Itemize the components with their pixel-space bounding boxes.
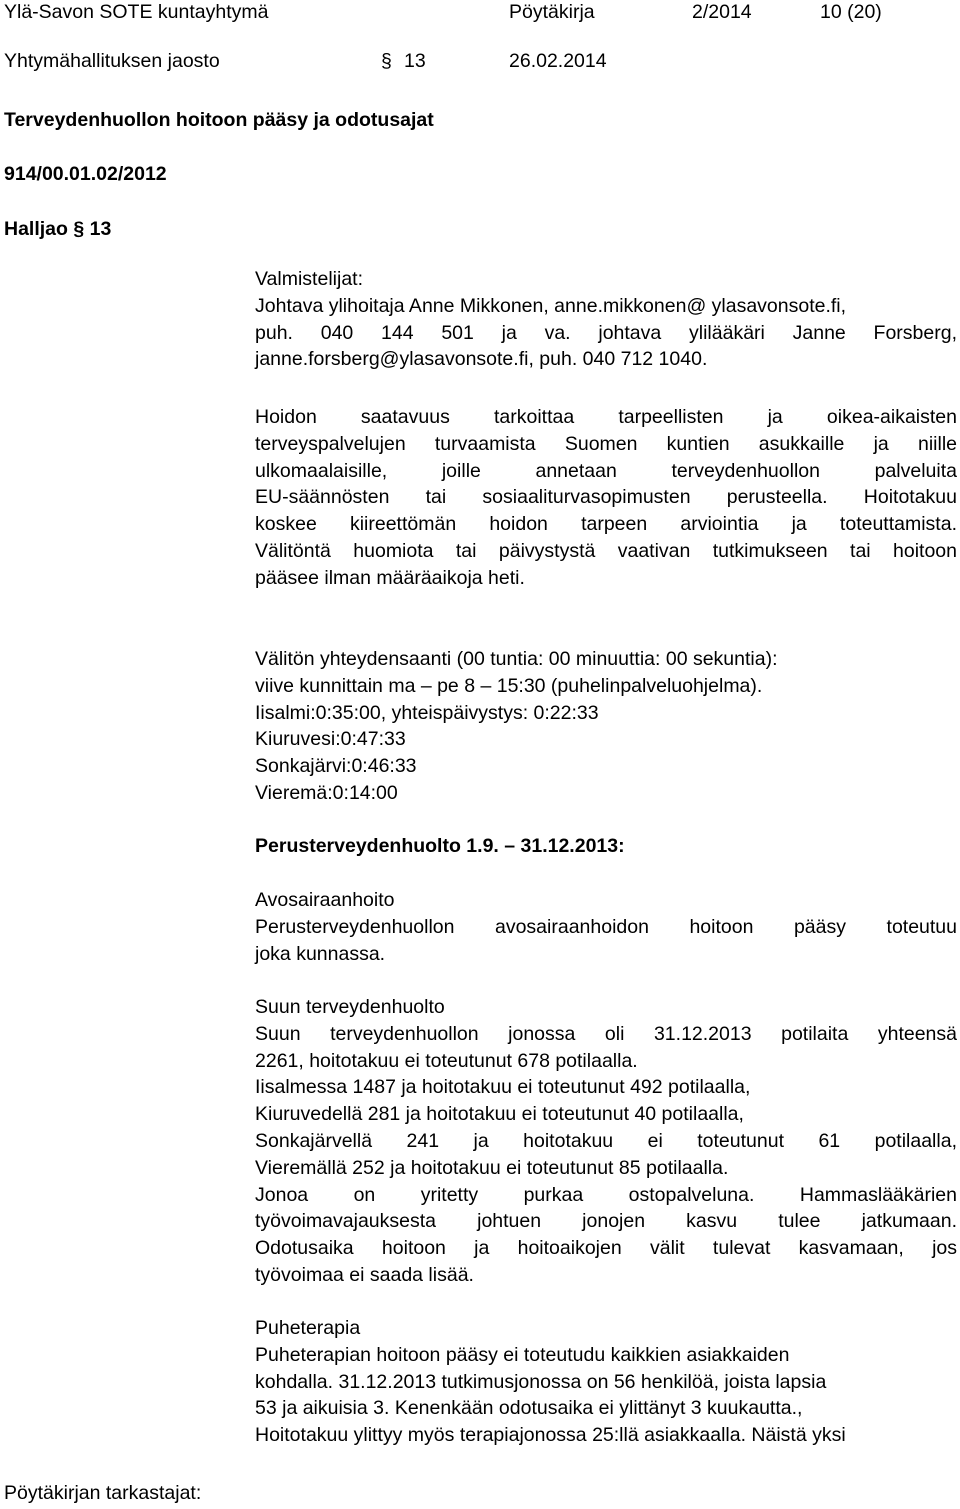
preparers-line: puh. 040 144 501 ja va. johtava ylilääkäri Janne Forsberg, xyxy=(255,321,957,344)
contact-line: Iisalmi:0:35:00, yhteispäivystys: 0:22:33 xyxy=(255,701,599,724)
meeting-date: 26.02.2014 xyxy=(509,50,607,72)
record-number: 914/00.01.02/2012 xyxy=(4,163,167,185)
committee-name: Yhtymähallituksen jaosto xyxy=(4,50,220,72)
document-type: Pöytäkirja xyxy=(509,1,595,23)
speech-therapy-section xyxy=(255,1315,957,1449)
paragraph-line: Suun terveydenhuollon jonossa oli 31.12.2013 potilaita yhteensä xyxy=(255,1022,957,1045)
dental-heading: Suun terveydenhuolto xyxy=(255,996,445,1018)
primary-care-heading: Perusterveydenhuolto 1.9. – 31.12.2013: xyxy=(255,835,625,857)
outpatient-heading: Avosairaanhoito xyxy=(255,889,395,911)
contact-line: Välitön yhteydensaanti (00 tuntia: 00 minuuttia: 00 sekuntia): xyxy=(255,648,778,670)
paragraph-line: työvoimaa ei saada lisää. xyxy=(255,1263,474,1286)
halljao-label xyxy=(4,217,111,241)
contact-line: Kiuruvesi:0:47:33 xyxy=(255,728,406,751)
contact-line: viive kunnittain ma – pe 8 – 15:30 (puhelinpalveluohjelma). xyxy=(255,674,763,697)
document-number: 2/2014 xyxy=(692,1,752,23)
paragraph-line: terveyspalvelujen turvaamista Suomen kuntien asukkaille ja niille xyxy=(255,432,957,455)
halljao-symbol: § xyxy=(73,218,85,240)
paragraph-line: Hoidon saatavuus tarkoittaa tarpeellisten ja oikea-aikaisten xyxy=(255,406,957,428)
footer-label: Pöytäkirjan tarkastajat: xyxy=(4,1482,202,1504)
paragraph-line: Iisalmessa 1487 ja hoitotakuu ei toteutunut 492 potilaalla, xyxy=(255,1076,751,1099)
paragraph-line: 53 ja aikuisia 3. Kenenkään odotusaika ei ylittänyt 3 kuukautta., xyxy=(255,1397,803,1420)
paragraph-line: ulkomaalaisille, joille annetaan terveydenhuollon palveluita xyxy=(255,459,957,482)
halljao-text: Halljao xyxy=(4,218,68,240)
paragraph-line: Hoitotakuu ylittyy myös terapiajonossa 25:llä asiakkaalla. Näistä yksi xyxy=(255,1424,846,1447)
preparers-heading: Valmistelijat: xyxy=(255,268,364,290)
outpatient-section xyxy=(255,887,957,967)
preparers-block xyxy=(255,266,957,373)
paragraph-line: Vieremällä 252 ja hoitotakuu ei toteutunut 85 potilaalla. xyxy=(255,1156,729,1179)
preparers-line: janne.forsberg@ylasavonsote.fi, puh. 040 712 1040. xyxy=(255,348,708,371)
dental-section xyxy=(255,994,957,1289)
paragraph-line: 2261, hoitotakuu ei toteutunut 678 potilaalla. xyxy=(255,1049,638,1072)
paragraph-line: Odotusaika hoitoon ja hoitoaikojen välit tulevat kasvamaan, jos xyxy=(255,1237,957,1260)
section-symbol: § xyxy=(381,50,392,72)
paragraph-line: Välitöntä huomiota tai päivystystä vaativan tutkimukseen tai hoitoon xyxy=(255,539,957,562)
paragraph-line: EU-säännösten tai sosiaaliturvasopimusten perusteella. Hoitotakuu xyxy=(255,486,957,509)
paragraph-line: Perusterveydenhuollon avosairaanhoidon hoitoon pääsy toteutuu xyxy=(255,915,957,938)
page-number: 10 (20) xyxy=(820,1,882,23)
preparers-line: Johtava ylihoitaja Anne Mikkonen, anne.mikkonen@ ylasavonsote.fi, xyxy=(255,294,847,317)
speech-heading: Puheterapia xyxy=(255,1317,361,1339)
section-number: 13 xyxy=(404,50,426,72)
paragraph-line: Sonkajärvellä 241 ja hoitotakuu ei toteutunut 61 potilaalla, xyxy=(255,1129,957,1152)
organization-name: Ylä-Savon SOTE kuntayhtymä xyxy=(4,1,269,23)
paragraph-line: joka kunnassa. xyxy=(255,942,386,965)
paragraph-line: kohdalla. 31.12.2013 tutkimusjonossa on 56 henkilöä, joista lapsia xyxy=(255,1370,827,1393)
paragraph-line: Puheterapian hoitoon pääsy ei toteutudu kaikkien asiakkaiden xyxy=(255,1343,790,1366)
intro-paragraph xyxy=(255,404,957,592)
paragraph-line: työvoimavajauksesta johtuen jonojen kasvu tulee jatkumaan. xyxy=(255,1210,957,1233)
halljao-number: 13 xyxy=(89,218,112,240)
contact-line: Vieremä:0:14:00 xyxy=(255,781,398,804)
paragraph-line: pääsee ilman määräaikoja heti. xyxy=(255,566,525,589)
paragraph-line: Jonoa on yritetty purkaa ostopalveluna. Hammaslääkärien xyxy=(255,1183,957,1206)
paragraph-line: koskee kiireettömän hoidon tarpeen arviointia ja toteuttamista. xyxy=(255,513,957,536)
contact-times-block xyxy=(255,646,957,807)
paragraph-line: Kiuruvedellä 281 ja hoitotakuu ei toteutunut 40 potilaalla, xyxy=(255,1103,744,1126)
document-title: Terveydenhuollon hoitoon pääsy ja odotusajat xyxy=(4,109,434,131)
contact-line: Sonkajärvi:0:46:33 xyxy=(255,755,417,778)
